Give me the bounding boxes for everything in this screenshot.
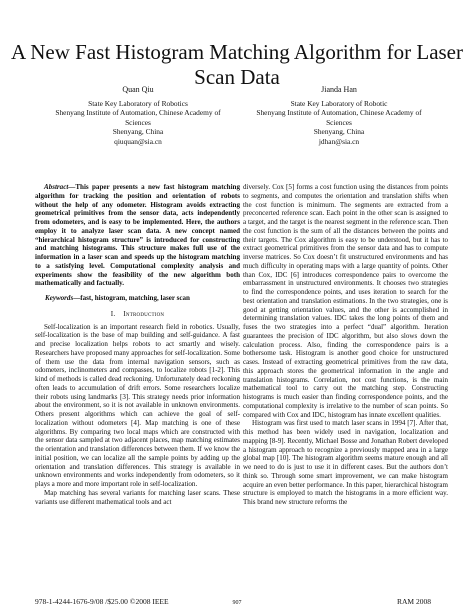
author-affiliation-line: State Key Laboratory of Robotics (88, 98, 188, 108)
right-column (243, 183, 448, 588)
abstract-lead: Abstract (44, 183, 69, 191)
section-title: Introduction (123, 309, 165, 318)
body-paragraph: Map matching has several variants for matching laser scans. These variants use different mathematical tools and act (35, 488, 240, 506)
author-block-1 (43, 85, 233, 147)
abstract (35, 183, 240, 288)
author-affiliation-line: Sciences (125, 117, 151, 127)
paper-title: A New Fast Histogram Matching Algorithm for Laser Scan Data (10, 40, 463, 89)
body-paragraph: Histogram was first used to match laser scans in 1994 [7]. After that, this method has been widely used in navigation, localization and mapping [8-9]. Recently, Michael Bosse and Jonathan Robert developed a histogram approach to recognize a previously mapped area in a large global map [10]. The histogram algorithm seems mature enough and all we need to do is just to use it in different cases. But the authors don’t think so. Through some smart improvement, we can make histogram acquire an even better performance. In this paper, hierarchical histogram structure is employed to match the histograms in a more efficient way. This brand new structure reforms the (243, 419, 448, 506)
author-block-2 (244, 85, 434, 147)
author-email: jdhan@sia.cn (318, 136, 360, 146)
keywords-text: —fast, histogram, matching, laser scan (73, 294, 190, 302)
keywords-lead: Keywords (45, 294, 74, 302)
body-paragraph: diversely. Cox [5] forms a cost function using the distances from points to segments, and computes the orientation and translation shifts when the cost function is minimum. The segments are extracted from a preconcerted reference scan. Each point in the other scan is assigned to a target, and the target is the nearest segment in the reference scan. Then the cost function is the sum of all the distances between the points and their targets. The Cox algorithm is easy to be understood, but it has to extract geometrical primitives from the sensor data and has to compute inverse matrices. So Cox doesn’t fit unstructured environments and has much difficulty in operating maps with a large quantity of points. Other than Cox, IDC [6] introduces correspondence pairs to overcome the embarrassment in unstructured environments. It chooses two strategies to find the correspondence points, and uses iteration to search for the best orientation and translation estimations. In the two strategies, one is good at getting orientation values, and the other is accomplished in determining translation values. IDC takes the long points of them and fuses the two strategies into a perfect “dual” algorithm. Iteration guarantees the precision of IDC algorithm, but also slows down the calculation process. Also, finding the correspondence pairs is a bothersome task. Histogram is another good choice for unstructured cases. Instead of extracting geometrical primitives from the raw data, this approach stores the geometrical information in the angle and translation histograms. Correlation, not cost functions, is the main mathematical tool to carry out the matching step. Constructing histograms is much easier than finding correspondence points, and the computational complexity is irrelative to the number of scan points. So compared with Cox and IDC, histogram has innate excellent qualities. (243, 183, 448, 419)
author-affiliation-line: Sciences (326, 117, 352, 127)
page-number: 907 (232, 600, 242, 606)
footer-copyright: 978-1-4244-1676-9/08 /$25.00 ©2008 IEEE (35, 597, 169, 606)
author-affiliation-line: State Key Laboratory of Robotic (290, 98, 388, 108)
abstract-text: —This paper presents a new fast histogram matching algorithm for tracking the position and orientation of robots without the help of any odometer. Histogram avoids extracting geometrical primitives from the sensor data, acts independently from odometers, and is easy to be implemented. Here, the authors employ it to analyze laser scan data. A new concept named “hierarchical histogram structure” is introduced for constructing and matching histograms. This structure makes full use of the information in a laser scan and speeds up the histogram matching to a satisfying level. Computational complexity analysis and experiments show the feasibility of the new algorithm both mathematically and factually. (35, 183, 240, 288)
author-affiliation-line: Shenyang Institute of Automation, Chinese Academy of (55, 108, 221, 118)
body-paragraph: Self-localization is an important research field in robotics. Usually, self-localization is the base of map building and self-guidance. A fast and precise localization helps robots to act smartly and wisely. Researchers have proposed many approaches for self-localization. Some of them use the data from internal navigation sensors, such as odometers, inclinometers and compasses, to localize robots [1-2]. This kind of methods is called dead reckoning. Unfortunately dead reckoning often leads to accumulation of drift errors. Some researchers localize their robots using landmarks [3]. This strategy needs prior information about the environment, so it is not available in unknown environments. Others present algorithms which can achieve the goal of self-localization without odometers [4]. Map matching is one of these algorithms. By comparing two local maps which are constructed with the sensor data sampled at two adjacent places, map matching estimates the orientation and translation differences between them. If we know the initial position, we can localize all the sample points by adding up the orientation and translation differences. This strategy is available in unknown environments and works independently from odometers, so it plays a more and more important role in self-localization. (35, 322, 240, 489)
footer-conference: RAM 2008 (397, 597, 431, 606)
section-number: I. (110, 309, 116, 318)
author-affiliation-line: Shenyang Institute of Automation, Chinese Academy of (256, 108, 422, 118)
author-location: Shenyang, China (313, 127, 365, 137)
author-name: Jianda Han (321, 85, 357, 94)
author-location: Shenyang, China (112, 127, 164, 137)
section-heading (35, 310, 240, 319)
left-column (35, 183, 240, 588)
author-name: Quan Qiu (122, 85, 154, 94)
author-email: qiuquan@sia.cn (114, 136, 162, 146)
keywords (35, 294, 240, 303)
